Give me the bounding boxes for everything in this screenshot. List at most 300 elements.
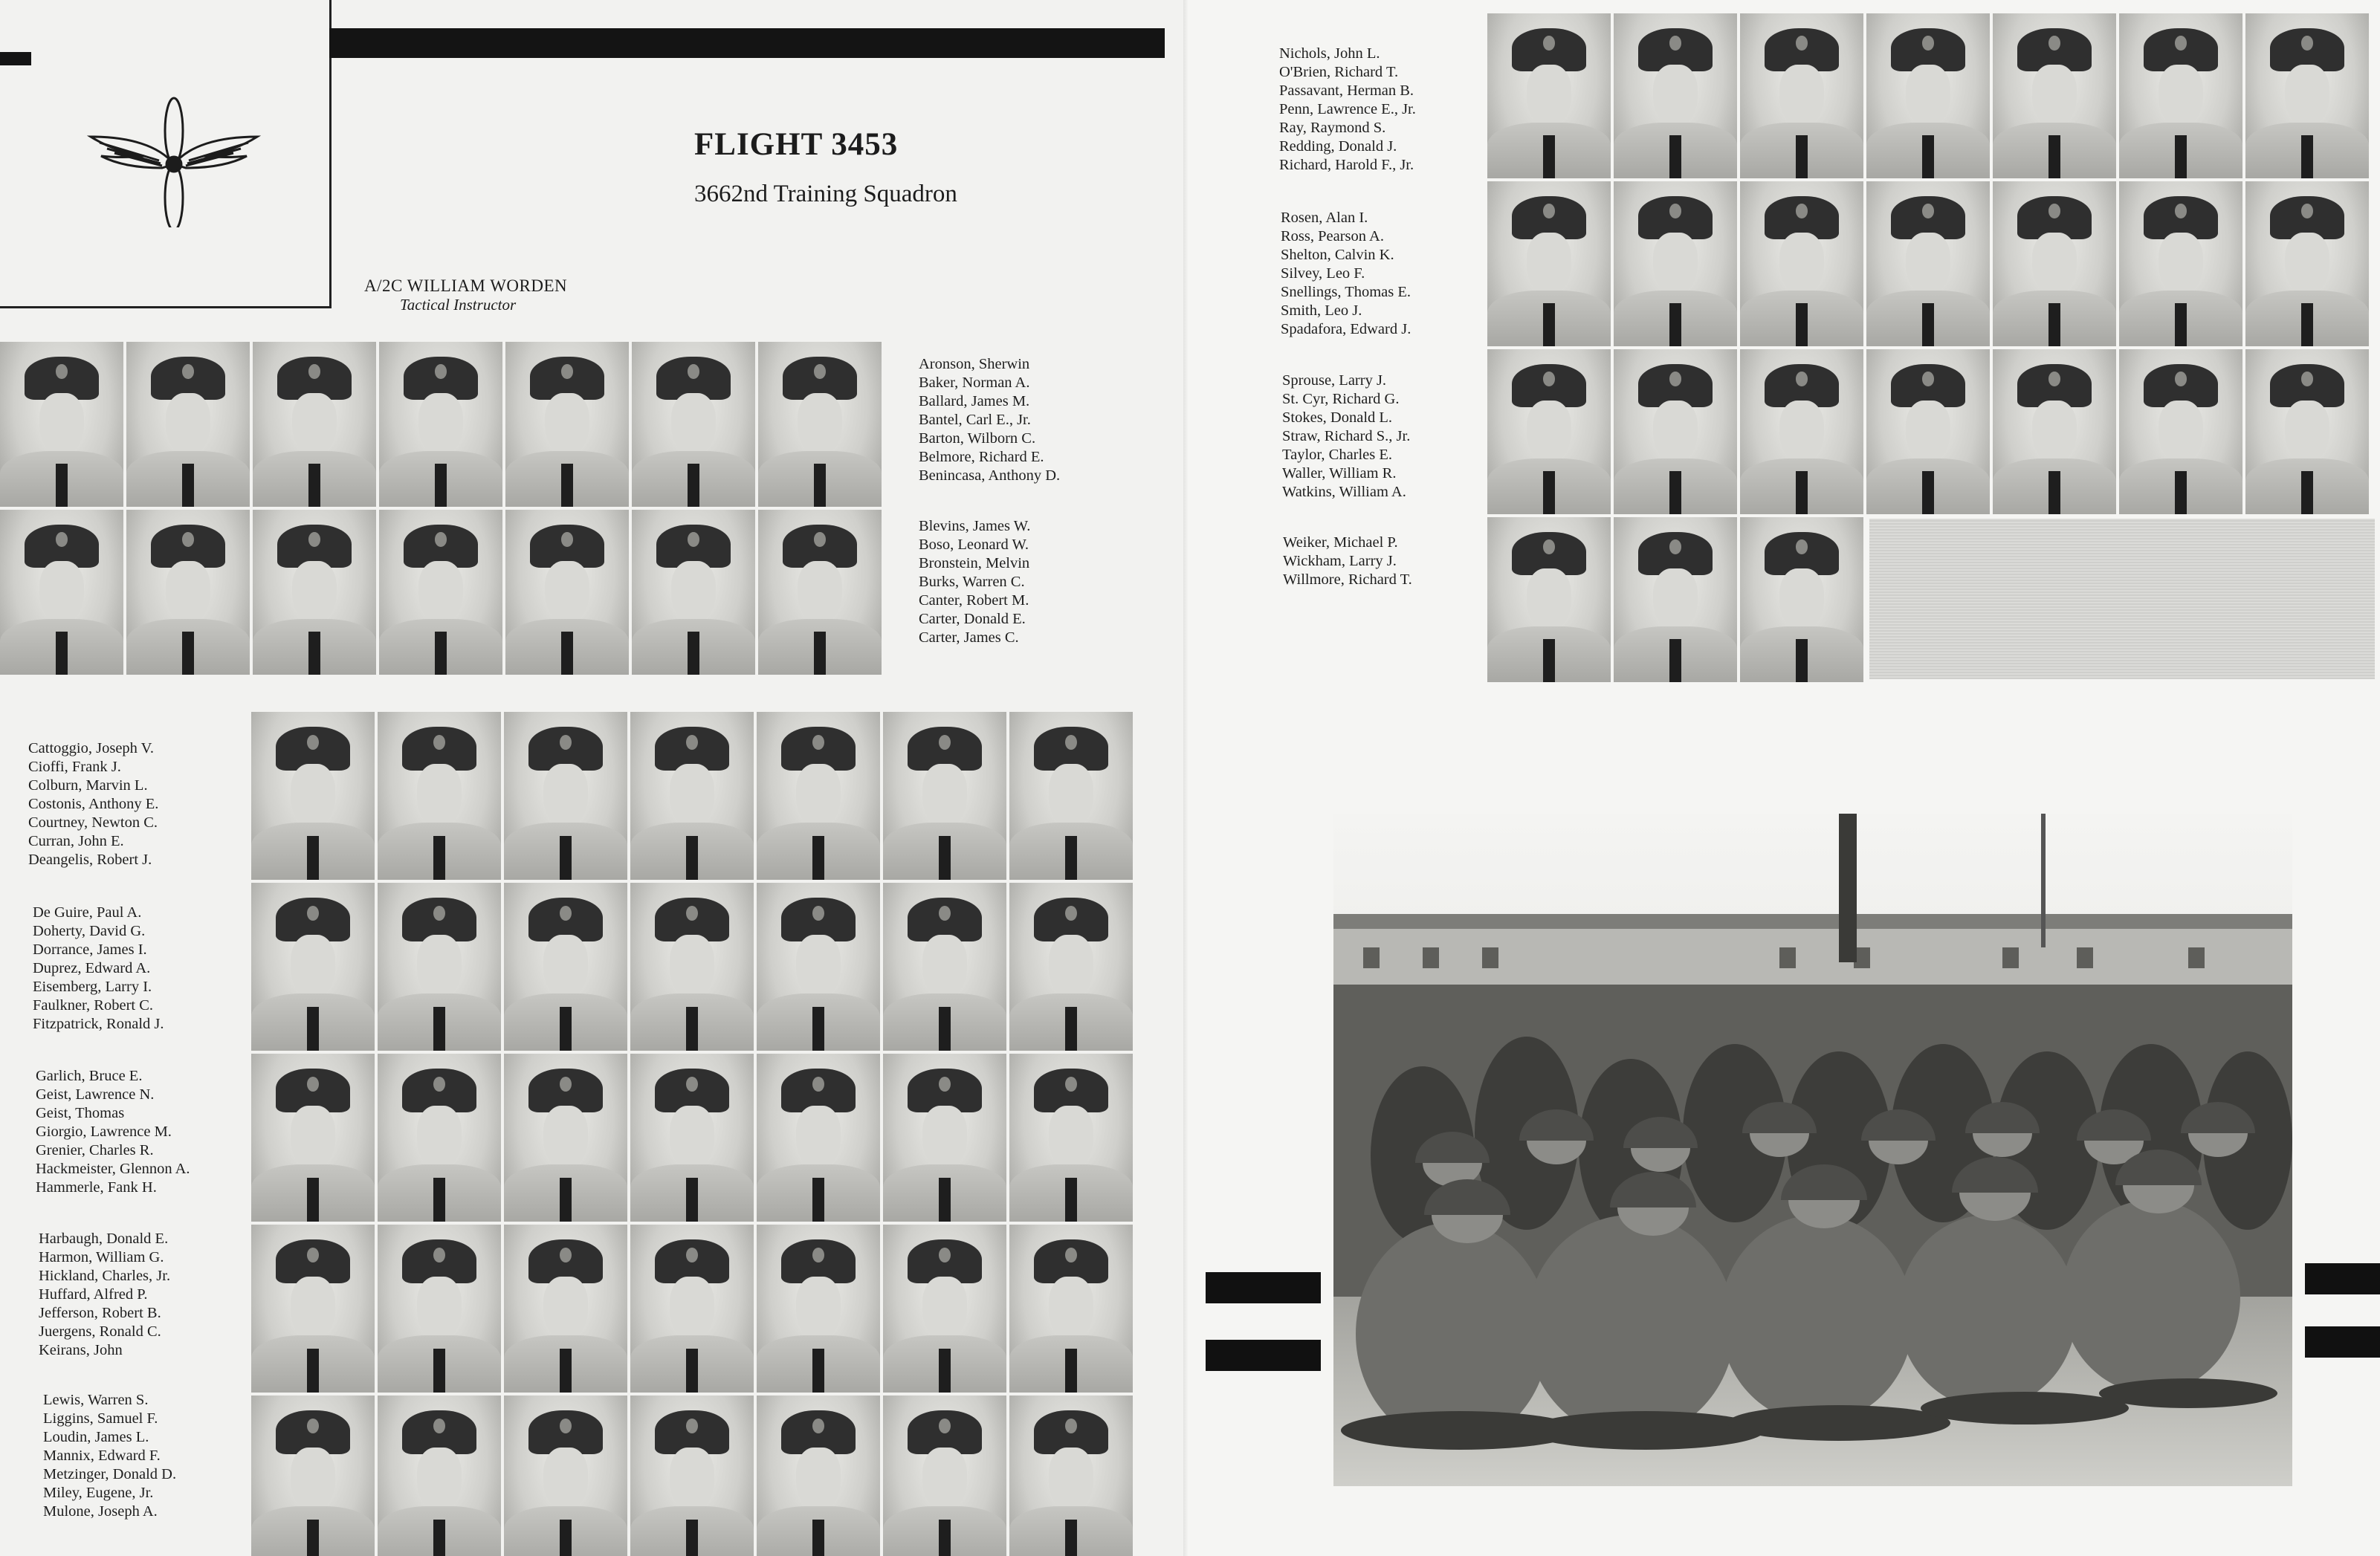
portrait-tie bbox=[1543, 471, 1556, 514]
student-portrait bbox=[883, 1225, 1006, 1393]
portrait-tie bbox=[182, 632, 195, 675]
student-name: Mannix, Edward F. bbox=[43, 1448, 161, 1464]
student-name: Boso, Leonard W. bbox=[919, 537, 1029, 553]
portrait-tie bbox=[1922, 135, 1935, 178]
student-portrait bbox=[1487, 349, 1611, 514]
portrait-tie bbox=[308, 464, 321, 507]
student-portrait bbox=[630, 1225, 754, 1393]
student-portrait bbox=[1487, 517, 1611, 682]
portrait-face bbox=[796, 1448, 841, 1511]
portrait-face bbox=[417, 764, 462, 828]
student-name: Silvey, Leo F. bbox=[1281, 265, 1365, 282]
portrait-tie bbox=[1796, 135, 1808, 178]
student-portrait bbox=[1614, 181, 1737, 346]
right-dash-top bbox=[2305, 1263, 2380, 1294]
student-portrait bbox=[504, 712, 627, 880]
portrait-face bbox=[670, 1448, 714, 1511]
portrait-tie bbox=[1669, 135, 1682, 178]
student-name: Loudin, James L. bbox=[43, 1429, 149, 1445]
name-group-harbaugh bbox=[39, 1230, 170, 1360]
left-dash-bottom bbox=[1206, 1340, 1321, 1371]
portrait-tie bbox=[433, 1349, 446, 1393]
portrait-face bbox=[796, 1277, 841, 1341]
student-name: Ballard, James M. bbox=[919, 393, 1030, 409]
student-portrait bbox=[504, 883, 627, 1051]
student-name: Stokes, Donald L. bbox=[1282, 409, 1393, 426]
student-name: Dorrance, James I. bbox=[33, 941, 147, 958]
portrait-tie bbox=[2048, 303, 2061, 346]
portrait-tie bbox=[2175, 135, 2187, 178]
portrait-face bbox=[291, 935, 335, 999]
student-portrait bbox=[1009, 1054, 1133, 1222]
portrait-tie bbox=[939, 1520, 951, 1556]
portrait-face bbox=[1049, 1106, 1093, 1170]
student-name: O'Brien, Richard T. bbox=[1279, 64, 1399, 80]
portrait-face bbox=[671, 561, 716, 623]
student-name: Harbaugh, Donald E. bbox=[39, 1231, 169, 1247]
student-portrait bbox=[378, 1054, 501, 1222]
portrait-tie bbox=[1922, 471, 1935, 514]
portrait-tie bbox=[560, 1349, 572, 1393]
portrait-tie bbox=[435, 632, 447, 675]
portrait-face bbox=[671, 393, 716, 456]
portrait-tie bbox=[307, 1007, 320, 1051]
student-portrait bbox=[1614, 13, 1737, 178]
student-portrait bbox=[883, 883, 1006, 1051]
student-portrait bbox=[1487, 181, 1611, 346]
student-portrait bbox=[1009, 1225, 1133, 1393]
student-portrait bbox=[251, 1054, 375, 1222]
student-portrait bbox=[632, 510, 755, 675]
student-portrait bbox=[1740, 181, 1863, 346]
student-name: Straw, Richard S., Jr. bbox=[1282, 428, 1411, 444]
portrait-face bbox=[1779, 401, 1824, 463]
header-bar bbox=[329, 28, 1165, 58]
student-portrait bbox=[2245, 13, 2369, 178]
portrait-tie bbox=[939, 1349, 951, 1393]
student-portrait bbox=[251, 1225, 375, 1393]
header-stub bbox=[0, 52, 31, 65]
name-group-deguire bbox=[33, 904, 164, 1034]
left-top-photo-grid bbox=[0, 342, 882, 675]
portrait-tie bbox=[812, 1007, 825, 1051]
portrait-face bbox=[2285, 65, 2329, 127]
portrait-tie bbox=[1669, 303, 1682, 346]
student-name: Courtney, Newton C. bbox=[28, 814, 158, 831]
portrait-tie bbox=[2301, 135, 2314, 178]
student-portrait bbox=[630, 1395, 754, 1556]
portrait-tie bbox=[686, 1349, 699, 1393]
portrait-face bbox=[2159, 65, 2203, 127]
student-portrait bbox=[2245, 181, 2369, 346]
student-portrait bbox=[1009, 883, 1133, 1051]
student-portrait bbox=[378, 1395, 501, 1556]
student-name: Baker, Norman A. bbox=[919, 375, 1030, 391]
student-portrait bbox=[1866, 13, 1990, 178]
student-name: Snellings, Thomas E. bbox=[1281, 284, 1411, 300]
left-dash-top bbox=[1206, 1272, 1321, 1303]
student-name: Watkins, William A. bbox=[1282, 484, 1406, 500]
student-portrait bbox=[630, 712, 754, 880]
student-portrait bbox=[632, 342, 755, 507]
student-portrait bbox=[379, 342, 502, 507]
right-dash-bottom bbox=[2305, 1326, 2380, 1358]
portrait-tie bbox=[433, 836, 446, 880]
portrait-tie bbox=[433, 1178, 446, 1222]
student-name: Carter, James C. bbox=[919, 629, 1019, 646]
portrait-tie bbox=[686, 1178, 699, 1222]
student-portrait bbox=[1614, 349, 1737, 514]
student-portrait bbox=[2119, 13, 2242, 178]
portrait-face bbox=[418, 393, 463, 456]
student-portrait bbox=[1866, 349, 1990, 514]
portrait-tie bbox=[688, 632, 700, 675]
portrait-face bbox=[2032, 233, 2077, 295]
student-portrait bbox=[253, 510, 376, 675]
portrait-face bbox=[543, 764, 588, 828]
portrait-face bbox=[291, 1448, 335, 1511]
student-name: Cattoggio, Joseph V. bbox=[28, 740, 154, 756]
portrait-face bbox=[1527, 233, 1571, 295]
student-portrait bbox=[251, 712, 375, 880]
student-portrait bbox=[757, 712, 880, 880]
portrait-face bbox=[292, 393, 337, 456]
student-name: Jefferson, Robert B. bbox=[39, 1305, 161, 1321]
portrait-face bbox=[545, 561, 589, 623]
student-name: Faulkner, Robert C. bbox=[33, 997, 154, 1014]
portrait-face bbox=[670, 1106, 714, 1170]
student-name: Keirans, John bbox=[39, 1342, 123, 1358]
portrait-face bbox=[1527, 401, 1571, 463]
student-name: Lewis, Warren S. bbox=[43, 1392, 149, 1408]
student-name: Carter, Donald E. bbox=[919, 611, 1026, 627]
portrait-face bbox=[1049, 1277, 1093, 1341]
portrait-face bbox=[291, 1106, 335, 1170]
instructor-role: Tactical Instructor bbox=[400, 296, 517, 314]
portrait-tie bbox=[1796, 639, 1808, 682]
portrait-face bbox=[922, 935, 967, 999]
student-portrait bbox=[1993, 349, 2116, 514]
portrait-tie bbox=[686, 1007, 699, 1051]
student-portrait bbox=[251, 883, 375, 1051]
student-name: Nichols, John L. bbox=[1279, 45, 1380, 62]
portrait-face bbox=[291, 1277, 335, 1341]
student-portrait bbox=[504, 1225, 627, 1393]
student-name: Costonis, Anthony E. bbox=[28, 796, 159, 812]
portrait-face bbox=[798, 561, 842, 623]
student-portrait bbox=[126, 342, 250, 507]
portrait-tie bbox=[2175, 471, 2187, 514]
portrait-face bbox=[166, 393, 210, 456]
student-name: Redding, Donald J. bbox=[1279, 138, 1397, 155]
student-name: Blevins, James W. bbox=[919, 518, 1031, 534]
student-name: Hackmeister, Glennon A. bbox=[36, 1161, 190, 1177]
portrait-tie bbox=[939, 1178, 951, 1222]
student-portrait bbox=[757, 1395, 880, 1556]
portrait-face bbox=[1653, 568, 1698, 631]
student-portrait bbox=[2119, 181, 2242, 346]
student-portrait bbox=[630, 1054, 754, 1222]
name-group-rosen bbox=[1281, 209, 1411, 339]
student-portrait bbox=[1993, 181, 2116, 346]
flight-title: FLIGHT 3453 bbox=[694, 127, 899, 162]
portrait-tie bbox=[1669, 639, 1682, 682]
portrait-face bbox=[1779, 568, 1824, 631]
student-name: Deangelis, Robert J. bbox=[28, 852, 152, 868]
student-name: Hickland, Charles, Jr. bbox=[39, 1268, 171, 1284]
student-portrait bbox=[630, 883, 754, 1051]
portrait-face bbox=[292, 561, 337, 623]
student-name: Wickham, Larry J. bbox=[1283, 553, 1397, 569]
student-portrait bbox=[379, 510, 502, 675]
student-portrait bbox=[378, 712, 501, 880]
portrait-tie bbox=[812, 1349, 825, 1393]
student-name: Bronstein, Melvin bbox=[919, 555, 1030, 571]
portrait-face bbox=[418, 561, 463, 623]
portrait-tie bbox=[2175, 303, 2187, 346]
portrait-tie bbox=[307, 836, 320, 880]
student-portrait bbox=[1009, 712, 1133, 880]
name-group-garlich bbox=[36, 1067, 190, 1197]
student-name: Juergens, Ronald C. bbox=[39, 1323, 161, 1340]
portrait-tie bbox=[560, 836, 572, 880]
portrait-tie bbox=[435, 464, 447, 507]
portrait-tie bbox=[561, 464, 574, 507]
student-portrait bbox=[2245, 349, 2369, 514]
student-name: Passavant, Herman B. bbox=[1279, 82, 1414, 99]
name-group-aronson bbox=[919, 355, 1060, 485]
portrait-face bbox=[1653, 65, 1698, 127]
portrait-face bbox=[922, 764, 967, 828]
student-portrait bbox=[757, 1225, 880, 1393]
portrait-tie bbox=[56, 632, 68, 675]
portrait-tie bbox=[182, 464, 195, 507]
portrait-face bbox=[2159, 233, 2203, 295]
student-name: Doherty, David G. bbox=[33, 923, 146, 939]
portrait-face bbox=[417, 1448, 462, 1511]
student-name: Cioffi, Frank J. bbox=[28, 759, 121, 775]
portrait-tie bbox=[307, 1349, 320, 1393]
portrait-tie bbox=[2048, 471, 2061, 514]
portrait-face bbox=[291, 764, 335, 828]
student-name: Barton, Wilborn C. bbox=[919, 430, 1036, 447]
portrait-face bbox=[798, 393, 842, 456]
student-portrait bbox=[883, 712, 1006, 880]
emblem-box bbox=[0, 0, 332, 308]
portrait-face bbox=[670, 764, 714, 828]
student-name: Miley, Eugene, Jr. bbox=[43, 1485, 154, 1501]
portrait-tie bbox=[939, 836, 951, 880]
name-group-blevins bbox=[919, 517, 1030, 647]
portrait-face bbox=[545, 393, 589, 456]
student-portrait bbox=[2119, 349, 2242, 514]
portrait-face bbox=[670, 935, 714, 999]
portrait-face bbox=[670, 1277, 714, 1341]
student-portrait bbox=[1740, 349, 1863, 514]
student-name: Waller, William R. bbox=[1282, 465, 1397, 482]
student-portrait bbox=[0, 510, 123, 675]
portrait-face bbox=[543, 1448, 588, 1511]
student-portrait bbox=[758, 342, 882, 507]
portrait-face bbox=[1779, 65, 1824, 127]
student-portrait bbox=[883, 1054, 1006, 1222]
student-portrait bbox=[505, 510, 629, 675]
left-bottom-photo-grid bbox=[251, 712, 1133, 1556]
student-portrait bbox=[0, 342, 123, 507]
portrait-tie bbox=[1543, 135, 1556, 178]
student-portrait bbox=[1614, 517, 1737, 682]
soldiers-group-illustration bbox=[1333, 814, 2292, 1486]
portrait-tie bbox=[433, 1007, 446, 1051]
student-name: Geist, Thomas bbox=[36, 1105, 125, 1121]
name-group-nichols bbox=[1279, 45, 1416, 175]
student-name: Harmon, William G. bbox=[39, 1249, 164, 1265]
student-portrait bbox=[1740, 13, 1863, 178]
name-group-cattoggio bbox=[28, 739, 158, 869]
student-name: Curran, John E. bbox=[28, 833, 124, 849]
portrait-face bbox=[417, 1277, 462, 1341]
portrait-face bbox=[2285, 401, 2329, 463]
instructor-name: A/2C WILLIAM WORDEN bbox=[364, 276, 568, 295]
portrait-tie bbox=[686, 836, 699, 880]
portrait-face bbox=[1906, 233, 1950, 295]
student-portrait bbox=[883, 1395, 1006, 1556]
student-name: Hammerle, Fank H. bbox=[36, 1179, 157, 1196]
portrait-tie bbox=[1669, 471, 1682, 514]
student-portrait bbox=[1993, 13, 2116, 178]
portrait-tie bbox=[2301, 471, 2314, 514]
empty-photo-panel bbox=[1869, 519, 2375, 679]
portrait-tie bbox=[814, 464, 827, 507]
student-name: Liggins, Samuel F. bbox=[43, 1410, 158, 1427]
portrait-tie bbox=[814, 632, 827, 675]
student-portrait bbox=[1487, 13, 1611, 178]
group-photo bbox=[1333, 814, 2292, 1486]
student-name: Taylor, Charles E. bbox=[1282, 447, 1393, 463]
portrait-tie bbox=[686, 1520, 699, 1556]
portrait-face bbox=[166, 561, 210, 623]
student-name: Belmore, Richard E. bbox=[919, 449, 1044, 465]
student-name: Penn, Lawrence E., Jr. bbox=[1279, 101, 1416, 117]
portrait-face bbox=[1049, 1448, 1093, 1511]
portrait-face bbox=[796, 935, 841, 999]
squadron-subtitle: 3662nd Training Squadron bbox=[694, 181, 957, 207]
portrait-tie bbox=[1543, 303, 1556, 346]
student-portrait bbox=[505, 342, 629, 507]
portrait-face bbox=[922, 1106, 967, 1170]
student-name: Ross, Pearson A. bbox=[1281, 228, 1384, 244]
student-name: Ray, Raymond S. bbox=[1279, 120, 1386, 136]
student-portrait bbox=[1740, 517, 1863, 682]
portrait-tie bbox=[1065, 1520, 1078, 1556]
portrait-tie bbox=[1796, 303, 1808, 346]
portrait-tie bbox=[1922, 303, 1935, 346]
portrait-tie bbox=[1065, 1178, 1078, 1222]
portrait-tie bbox=[307, 1178, 320, 1222]
portrait-face bbox=[1049, 935, 1093, 999]
portrait-tie bbox=[939, 1007, 951, 1051]
student-name: Burks, Warren C. bbox=[919, 574, 1025, 590]
portrait-face bbox=[543, 1106, 588, 1170]
student-name: Garlich, Bruce E. bbox=[36, 1068, 143, 1084]
portrait-face bbox=[2032, 65, 2077, 127]
student-name: Mulone, Joseph A. bbox=[43, 1503, 158, 1520]
student-name: Aronson, Sherwin bbox=[919, 356, 1030, 372]
student-name: Fitzpatrick, Ronald J. bbox=[33, 1016, 164, 1032]
student-portrait bbox=[1009, 1395, 1133, 1556]
name-group-lewis bbox=[43, 1391, 176, 1521]
portrait-tie bbox=[812, 1520, 825, 1556]
portrait-tie bbox=[812, 1178, 825, 1222]
student-name: Benincasa, Anthony D. bbox=[919, 467, 1061, 484]
portrait-tie bbox=[1065, 1007, 1078, 1051]
portrait-face bbox=[39, 393, 84, 456]
portrait-face bbox=[1653, 401, 1698, 463]
student-portrait bbox=[253, 342, 376, 507]
portrait-tie bbox=[688, 464, 700, 507]
portrait-face bbox=[2159, 401, 2203, 463]
student-name: Eisemberg, Larry I. bbox=[33, 979, 152, 995]
portrait-face bbox=[39, 561, 84, 623]
portrait-face bbox=[1527, 65, 1571, 127]
student-name: Geist, Lawrence N. bbox=[36, 1086, 155, 1103]
portrait-tie bbox=[2301, 303, 2314, 346]
student-portrait bbox=[1866, 181, 1990, 346]
student-name: Giorgio, Lawrence M. bbox=[36, 1124, 172, 1140]
student-portrait bbox=[251, 1395, 375, 1556]
portrait-tie bbox=[307, 1520, 320, 1556]
student-name: De Guire, Paul A. bbox=[33, 904, 142, 921]
portrait-face bbox=[2032, 401, 2077, 463]
portrait-tie bbox=[1065, 836, 1078, 880]
right-page bbox=[1190, 0, 2380, 1556]
student-portrait bbox=[126, 510, 250, 675]
portrait-tie bbox=[560, 1178, 572, 1222]
portrait-face bbox=[543, 935, 588, 999]
student-name: Grenier, Charles R. bbox=[36, 1142, 154, 1158]
portrait-face bbox=[1527, 568, 1571, 631]
portrait-face bbox=[1779, 233, 1824, 295]
student-portrait bbox=[504, 1395, 627, 1556]
portrait-tie bbox=[1065, 1349, 1078, 1393]
name-group-sprouse bbox=[1282, 372, 1410, 502]
portrait-face bbox=[1049, 764, 1093, 828]
student-name: Sprouse, Larry J. bbox=[1282, 372, 1387, 389]
portrait-tie bbox=[1543, 639, 1556, 682]
student-name: Canter, Robert M. bbox=[919, 592, 1029, 609]
student-name: Weiker, Michael P. bbox=[1283, 534, 1398, 551]
portrait-tie bbox=[308, 632, 321, 675]
student-portrait bbox=[757, 1054, 880, 1222]
student-portrait bbox=[504, 1054, 627, 1222]
portrait-face bbox=[1653, 233, 1698, 295]
portrait-tie bbox=[561, 632, 574, 675]
portrait-tie bbox=[1796, 471, 1808, 514]
student-name: St. Cyr, Richard G. bbox=[1282, 391, 1400, 407]
portrait-face bbox=[796, 1106, 841, 1170]
student-name: Metzinger, Donald D. bbox=[43, 1466, 177, 1482]
portrait-face bbox=[922, 1448, 967, 1511]
student-name: Richard, Harold F., Jr. bbox=[1279, 157, 1414, 173]
student-name: Huffard, Alfred P. bbox=[39, 1286, 148, 1303]
portrait-tie bbox=[812, 836, 825, 880]
portrait-face bbox=[1906, 401, 1950, 463]
portrait-tie bbox=[433, 1520, 446, 1556]
student-portrait bbox=[758, 510, 882, 675]
portrait-tie bbox=[560, 1007, 572, 1051]
portrait-tie bbox=[560, 1520, 572, 1556]
portrait-face bbox=[922, 1277, 967, 1341]
